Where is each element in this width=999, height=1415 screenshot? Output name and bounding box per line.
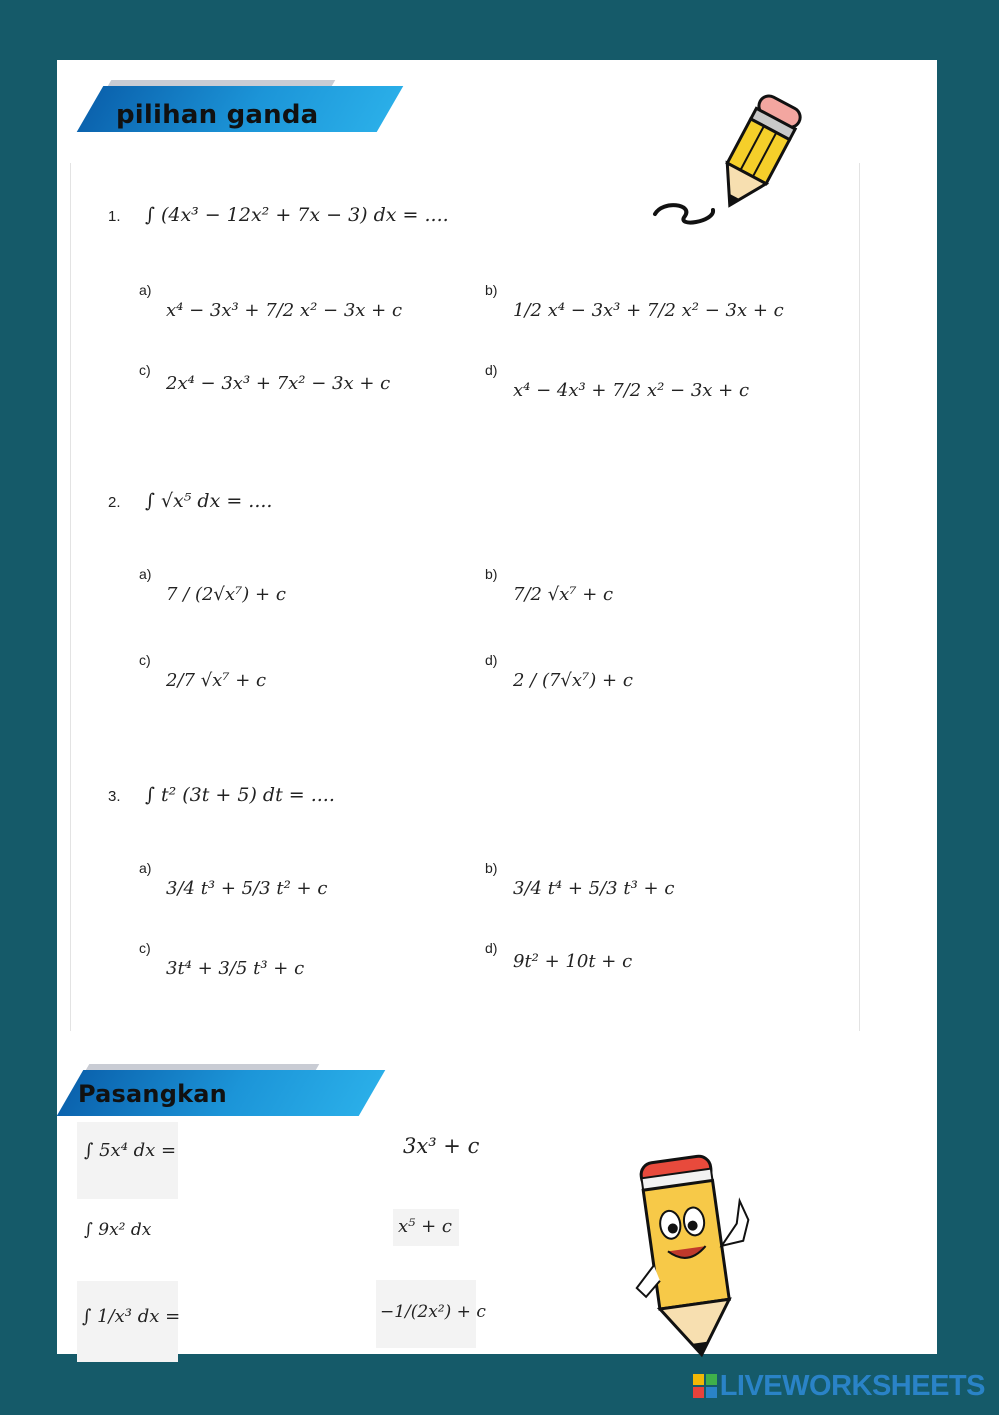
match-left-item[interactable]: ∫ 9x² dx <box>84 1220 152 1240</box>
option-label[interactable]: a) <box>139 860 152 876</box>
option-text[interactable]: 2x⁴ − 3x³ + 7x² − 3x + c <box>166 373 391 394</box>
match-right-item[interactable]: −1/(2x²) + c <box>380 1302 486 1322</box>
matching-title: Pasangkan <box>78 1080 227 1108</box>
match-left-item[interactable]: ∫ 1/x³ dx = <box>82 1306 181 1327</box>
matching-banner <box>66 1064 306 1110</box>
option-text[interactable]: 3t⁴ + 3/5 t³ + c <box>166 958 305 979</box>
option-text[interactable]: 3/4 t³ + 5/3 t² + c <box>166 878 328 899</box>
liveworksheets-watermark <box>693 1370 985 1403</box>
option-text[interactable]: x⁴ − 3x³ + 7/2 x² − 3x + c <box>166 300 403 321</box>
match-right-item[interactable]: x⁵ + c <box>398 1216 452 1237</box>
option-text[interactable]: x⁴ − 4x³ + 7/2 x² − 3x + c <box>513 380 750 401</box>
question-number: 3. <box>108 788 121 805</box>
option-label[interactable]: b) <box>485 860 498 876</box>
multiple-choice-banner <box>80 80 320 130</box>
pencil-character-icon <box>622 1150 762 1365</box>
option-label[interactable]: c) <box>139 940 151 956</box>
question-number: 2. <box>108 494 121 511</box>
option-text[interactable]: 1/2 x⁴ − 3x³ + 7/2 x² − 3x + c <box>513 300 784 321</box>
question-expression: ∫ (4x³ − 12x² + 7x − 3) dx = .... <box>145 204 449 226</box>
liveworksheets-logo-icon <box>693 1374 717 1398</box>
option-text[interactable]: 2/7 √x⁷ + c <box>166 670 267 691</box>
option-label[interactable]: b) <box>485 566 498 582</box>
watermark-text: LIVEWORKSHEETS <box>719 1370 985 1402</box>
match-right-item[interactable]: 3x³ + c <box>403 1134 480 1158</box>
option-label[interactable]: a) <box>139 566 152 582</box>
option-label[interactable]: c) <box>139 652 151 668</box>
multiple-choice-title: pilihan ganda <box>116 100 319 130</box>
option-text[interactable]: 7 / (2√x⁷) + c <box>166 584 286 605</box>
option-label[interactable]: d) <box>485 652 498 668</box>
option-text[interactable]: 9t² + 10t + c <box>513 951 633 972</box>
option-text[interactable]: 7/2 √x⁷ + c <box>513 584 614 605</box>
option-text[interactable]: 2 / (7√x⁷) + c <box>513 670 633 691</box>
option-label[interactable]: d) <box>485 940 498 956</box>
option-label[interactable]: d) <box>485 362 498 378</box>
option-text[interactable]: 3/4 t⁴ + 5/3 t³ + c <box>513 878 675 899</box>
option-label[interactable]: a) <box>139 282 152 298</box>
question-number: 1. <box>108 208 121 225</box>
question-expression: ∫ t² (3t + 5) dt = .... <box>145 784 335 806</box>
option-label[interactable]: b) <box>485 282 498 298</box>
option-label[interactable]: c) <box>139 362 151 378</box>
question-expression: ∫ √x⁵ dx = .... <box>145 490 273 512</box>
match-left-item[interactable]: ∫ 5x⁴ dx = <box>84 1140 177 1161</box>
